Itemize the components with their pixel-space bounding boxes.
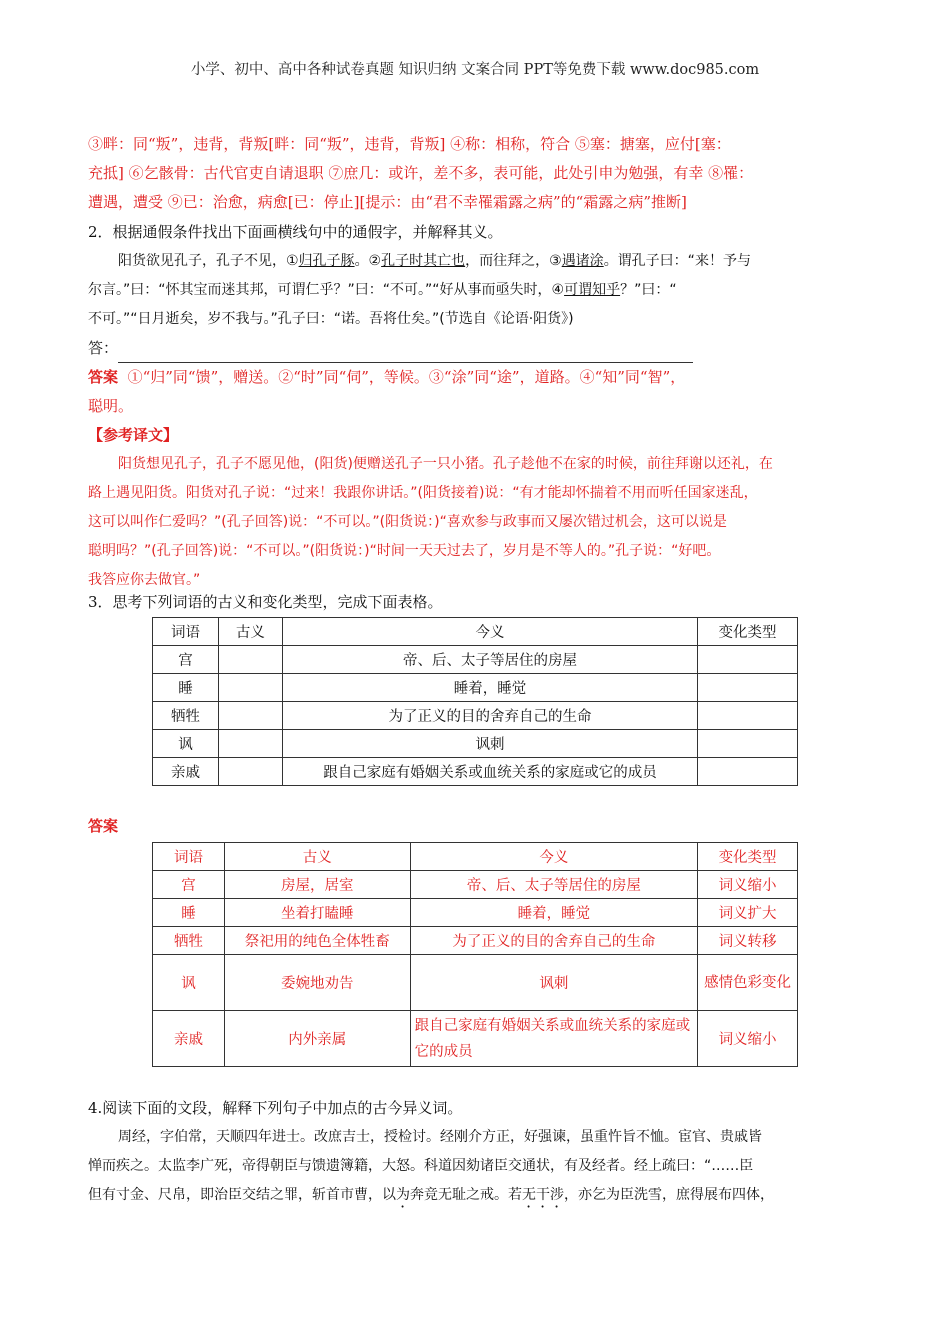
underlined-phrase: 孔子时其亡也 [381,253,466,269]
blank-cell[interactable] [218,674,282,702]
blank-cell[interactable] [218,730,282,758]
passage-line: 阳货欲见孔子，孔子不见，①归孔子豚。②孔子时其亡也，而往拜之，③遇诸涂。谓孔子曰：“来！予与 [118,253,751,269]
reference-title: 【参考译文】 [88,426,179,444]
question-table [152,617,798,786]
blank-cell[interactable] [698,730,798,758]
table-row: 睡 睡着，睡觉 [153,674,798,702]
underlined-phrase: 遇诸涂 [561,253,604,269]
question-title: 2．根据通假条件找出下面画横线句中的通假字，并解释其义。 [88,223,503,241]
question-4 [88,1094,868,1211]
underlined-phrase: 可谓知乎 [564,282,621,298]
passage-line: 不可。”“日月逝矣，岁不我与。”孔子曰：“诺。吾将仕矣。”(节选自《论语·阳货》) [88,311,574,327]
header-cell: 今义 [282,618,697,646]
dotted-word: 无干涉 [522,1187,564,1203]
blank-cell[interactable] [218,646,282,674]
underlined-phrase: 归孔子豚 [298,253,355,269]
answer-key-label: 答案 [88,817,119,835]
notes-line: 充抵] ⑥乞骸骨：古代官吏自请退职 ⑦庶几：或许，差不多，表可能，此处引申为勉强，有幸 ⑧罹： [88,164,754,182]
table-header-row: 词语 古义 今义 变化类型 [153,843,798,871]
table-header-row [153,618,798,646]
blank-cell[interactable] [218,702,282,730]
answer-table [152,842,798,1067]
table-row: 牺牲 为了正义的目的舍弃自己的生命 [153,702,798,730]
question-title: 4.阅读下面的文段，解释下列句子中加点的古今异义词。 [88,1099,463,1117]
table-row: 讽 委婉地劝告 讽刺 感情色彩变化 [153,955,798,1011]
table-row: 讽 讽刺 [153,730,798,758]
blank-cell[interactable] [698,646,798,674]
table-row: 牺牲 祭祀用的纯色全体牲畜 为了正义的目的舍弃自己的生命 词义转移 [153,927,798,955]
answer-text: 答案 ①“归”同“馈”，赠送。②“时”同“伺”，等候。③“涂”同“途”，道路。④“知”同“智”， [88,368,686,386]
passage-line: 尔言。”曰：“怀其宝而迷其邦，可谓仁乎？”曰：“不可。”“好从事而亟失时，④可谓知乎？”曰：“ [88,282,677,298]
reference-line: 这可以叫作仁爱吗？”(孔子回答)说：“不可以。”(阳货说：)“喜欢参与政事而又屡次错过机会，这可以说是 [88,514,727,530]
answer-blank[interactable] [118,346,693,363]
passage-line: 周经，字伯常，天顺四年进士。改庶吉士，授检讨。经刚介方正，好强谏，虽重忤旨不恤。宦官、贵戚皆 [118,1129,762,1145]
blank-cell[interactable] [698,758,798,786]
notes-line: 遭遇，遭受 ⑨已：治愈，病愈[已：停止][提示：由“君不幸罹霜露之病”的“霜露之病”推断] [88,193,687,211]
question-2 [88,218,868,595]
notes-line: ③畔：同“叛”，违背，背叛[畔：同“叛”，违背，背叛] ④称：相称，符合 ⑤塞：搪塞，应付[塞： [88,135,731,153]
dotted-word: 为 [396,1187,410,1203]
question-3-title: 3．思考下列词语的古义和变化类型，完成下面表格。 [88,593,443,611]
answer-text: 聪明。 [88,397,134,415]
page-header: 小学、初中、高中各种试卷真题 知识归纳 文案合同 PPT等免费下载 www.doc985.com [190,62,760,78]
notes-block [88,130,868,217]
blank-cell[interactable] [698,674,798,702]
reference-line: 阳货想见孔子，孔子不愿见他，(阳货)便赠送孔子一只小猪。孔子趁他不在家的时候，前往拜谢以还礼，在 [118,456,773,472]
passage-line: 但有寸金、尺帛，即治臣交结之罪，斩首市曹，以为奔竞无耻之戒。若无干涉，亦乞为臣洗雪，庶得展布四体， [88,1187,774,1203]
header-cell: 古义 [218,618,282,646]
table-row: 亲戚 内外亲属 跟自己家庭有婚姻关系或血统关系的家庭或它的成员 词义缩小 [153,1011,798,1067]
blank-cell[interactable] [698,702,798,730]
table-row: 睡 坐着打瞌睡 睡着，睡觉 词义扩大 [153,899,798,927]
header-cell: 变化类型 [698,618,798,646]
answer-line: 答： [88,334,868,363]
table-row: 宫 房屋，居室 帝、后、太子等居住的房屋 词义缩小 [153,871,798,899]
reference-line: 我答应你去做官。” [88,572,201,588]
blank-cell[interactable] [218,758,282,786]
reference-line: 聪明吗？”(孔子回答)说：“不可以。”(阳货说：)“时间一天天过去了，岁月是不等人的。”孔子说：“好吧。 [88,543,721,559]
header-cell: 词语 [153,618,219,646]
table-row: 宫 帝、后、太子等居住的房屋 [153,646,798,674]
passage-line: 惮而疾之。太监李广死，帝得朝臣与馈遗簿籍，大怒。科道因劾诸臣交通状，有及经者。经上疏曰：“……臣 [88,1158,754,1174]
table-row: 亲戚 跟自己家庭有婚姻关系或血统关系的家庭或它的成员 [153,758,798,786]
reference-line: 路上遇见阳货。阳货对孔子说：“过来！我跟你讲话。”(阳货接着)说：“有才能却怀揣着不用而听任国家迷乱， [88,485,758,501]
